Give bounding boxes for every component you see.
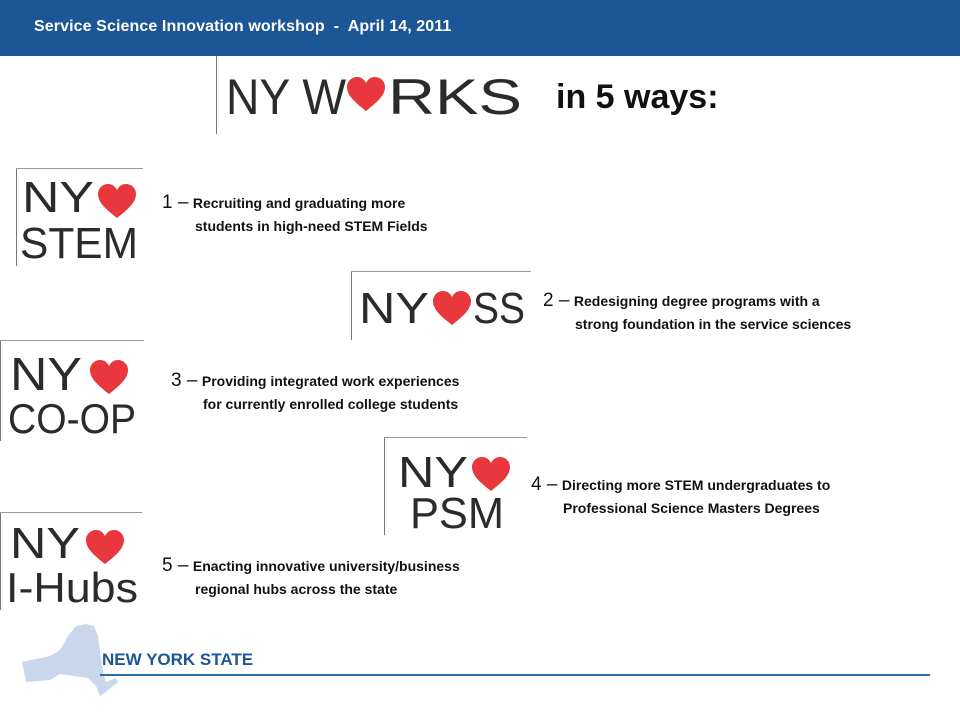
svg-text:PSM: PSM [410,489,504,535]
ny-ihubs-logo [0,512,142,610]
way-item-3: 3 – Providing integrated work experiences for currently enrolled college students [171,370,460,412]
svg-text:SS: SS [473,284,525,333]
ny-works-logo-right-text: RKS [388,69,522,125]
heart-icon [347,77,385,111]
ny-psm-logo [384,437,527,535]
svg-text:NY: NY [10,348,82,400]
heart-icon [86,530,124,564]
heart-icon [98,184,136,218]
footer-divider [100,674,930,676]
way-item-1: 1 – Recruiting and graduating more students in high-need STEM Fields [162,192,428,234]
svg-text:STEM: STEM [20,219,138,266]
way-item-2: 2 – Redesigning degree programs with a strong foundation in the service sciences [543,290,852,332]
heart-icon [472,457,510,491]
heart-icon [90,360,128,394]
svg-text:NY: NY [398,448,468,497]
ny-coop-logo [0,340,144,441]
svg-text:NY: NY [10,519,80,568]
ny-stem-logo [16,168,143,266]
ny-ss-logo [351,271,531,340]
ny-works-logo-left-text: NY W [226,69,347,125]
subtitle-in-5-ways: in 5 ways: [556,78,719,116]
svg-text:CO-OP: CO-OP [8,395,136,441]
ny-works-logo [216,56,530,134]
way-item-5: 5 – Enacting innovative university/business regional hubs across the state [162,555,460,597]
svg-text:NY: NY [22,173,94,222]
way-item-4: 4 – Directing more STEM undergraduates to Professional Science Masters Degrees [531,474,831,516]
header-bar [0,0,960,56]
svg-text:I-Hubs: I-Hubs [6,564,138,610]
heart-icon [433,291,471,325]
header-title: Service Science Innovation workshop - April 14, 2011 [34,18,452,35]
svg-text:NY: NY [359,284,429,333]
footer-label: NEW YORK STATE [102,650,254,669]
